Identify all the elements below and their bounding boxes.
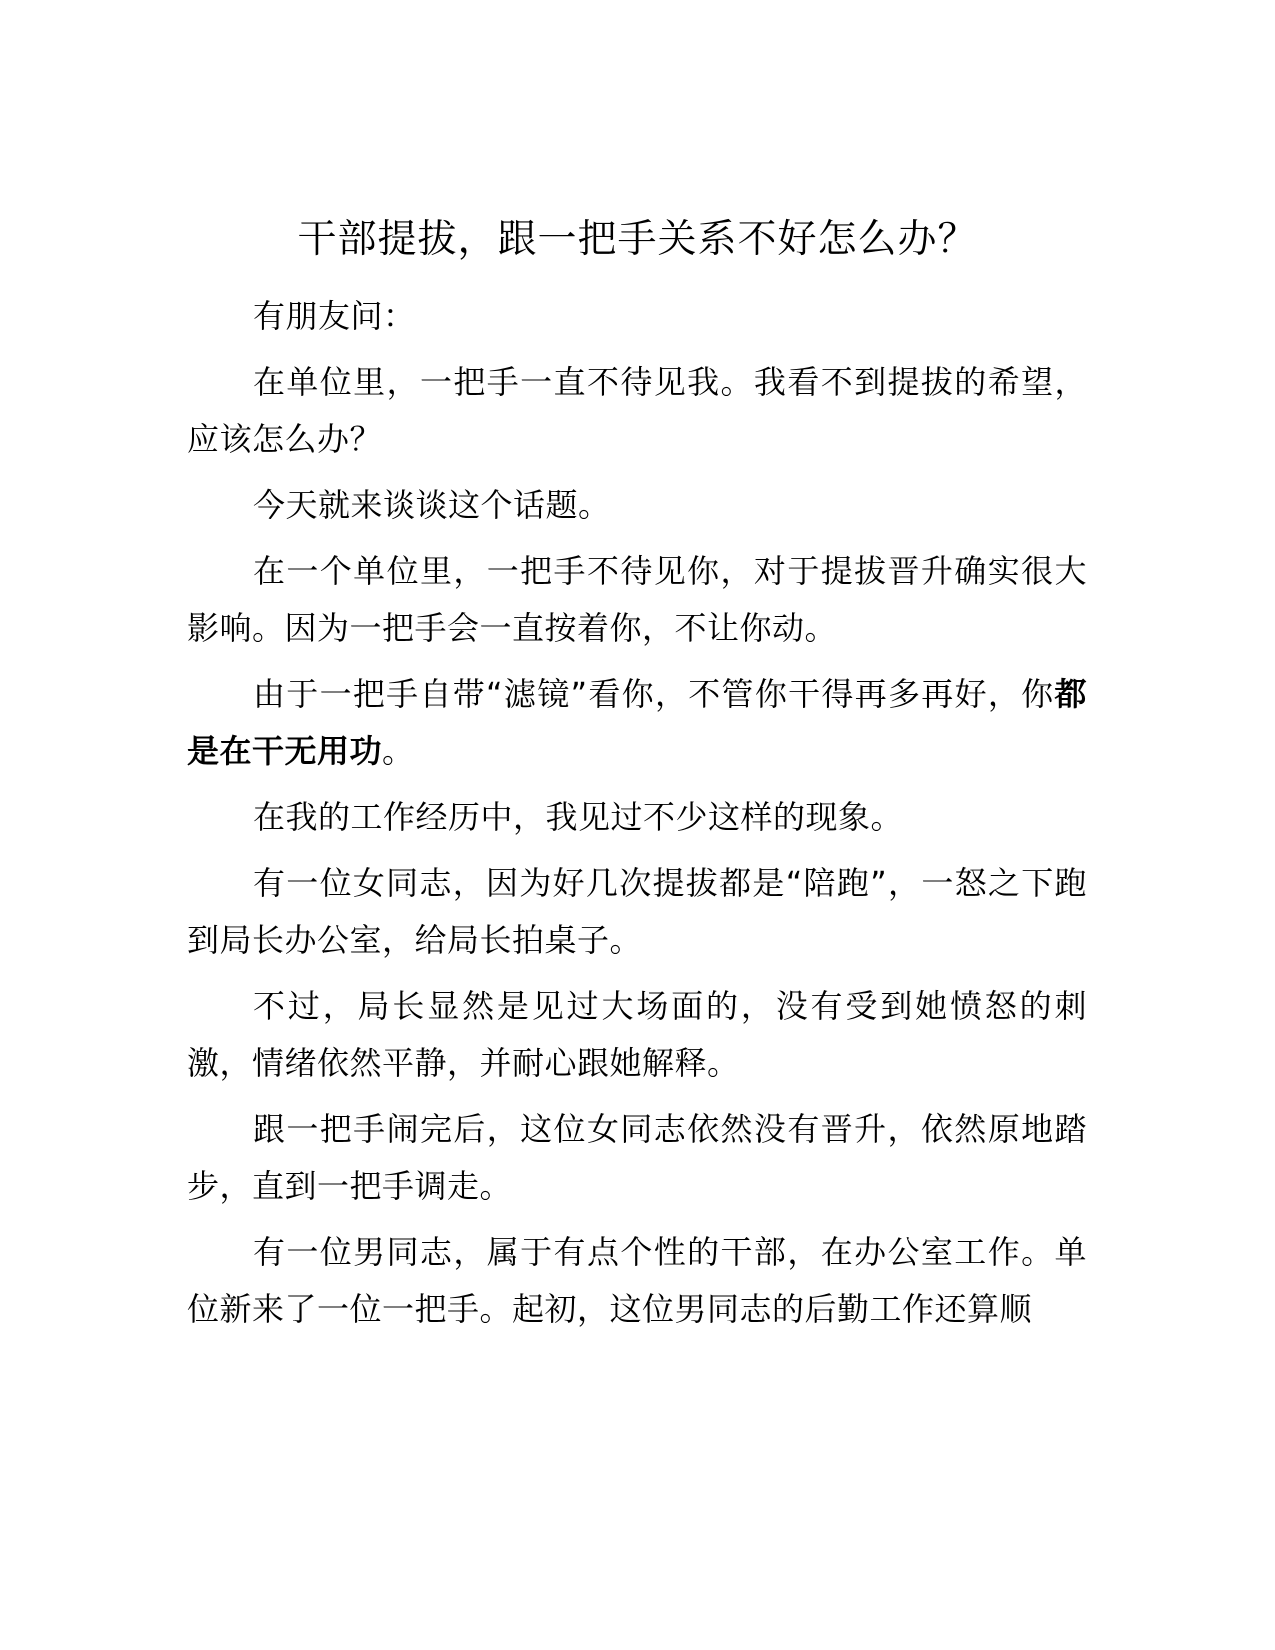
paragraph: 有朋友问： xyxy=(253,297,416,335)
paragraph: 有一位男同志，属于有点个性的干部，在办公室工作。单位新来了一位一把手。起初，这位男同志的后勤工作还算顺 xyxy=(187,1233,1087,1328)
document-body xyxy=(187,288,1087,1347)
paragraph: 在我的工作经历中，我见过不少这样的现象。 xyxy=(253,798,904,836)
document-title: 干部提拔，跟一把手关系不好怎么办？ xyxy=(297,217,978,262)
paragraph: 在单位里，一把手一直不待见我。我看不到提拔的希望，应该怎么办？ xyxy=(187,363,1087,458)
paragraph-text: 由于一把手自带“滤镜”看你，不管你干得再多再好，你 xyxy=(253,675,1055,713)
paragraph: 今天就来谈谈这个话题。 xyxy=(253,486,611,524)
paragraph: 在一个单位里，一把手不待见你，对于提拔晋升确实很大影响。因为一把手会一直按着你，不让你动。 xyxy=(187,552,1087,647)
paragraph xyxy=(187,666,1087,780)
paragraph: 跟一把手闹完后，这位女同志依然没有晋升，依然原地踏步，直到一把手调走。 xyxy=(187,1110,1087,1205)
paragraph: 有一位女同志，因为好几次提拔都是“陪跑”，一怒之下跑到局长办公室，给局长拍桌子。 xyxy=(187,864,1087,959)
bold-text: 都是在干无用功 xyxy=(187,675,1087,770)
paragraph-text-end: 。 xyxy=(382,732,415,770)
paragraph: 不过，局长显然是见过大场面的，没有受到她愤怒的刺激，情绪依然平静，并耐心跟她解释。 xyxy=(187,987,1087,1082)
